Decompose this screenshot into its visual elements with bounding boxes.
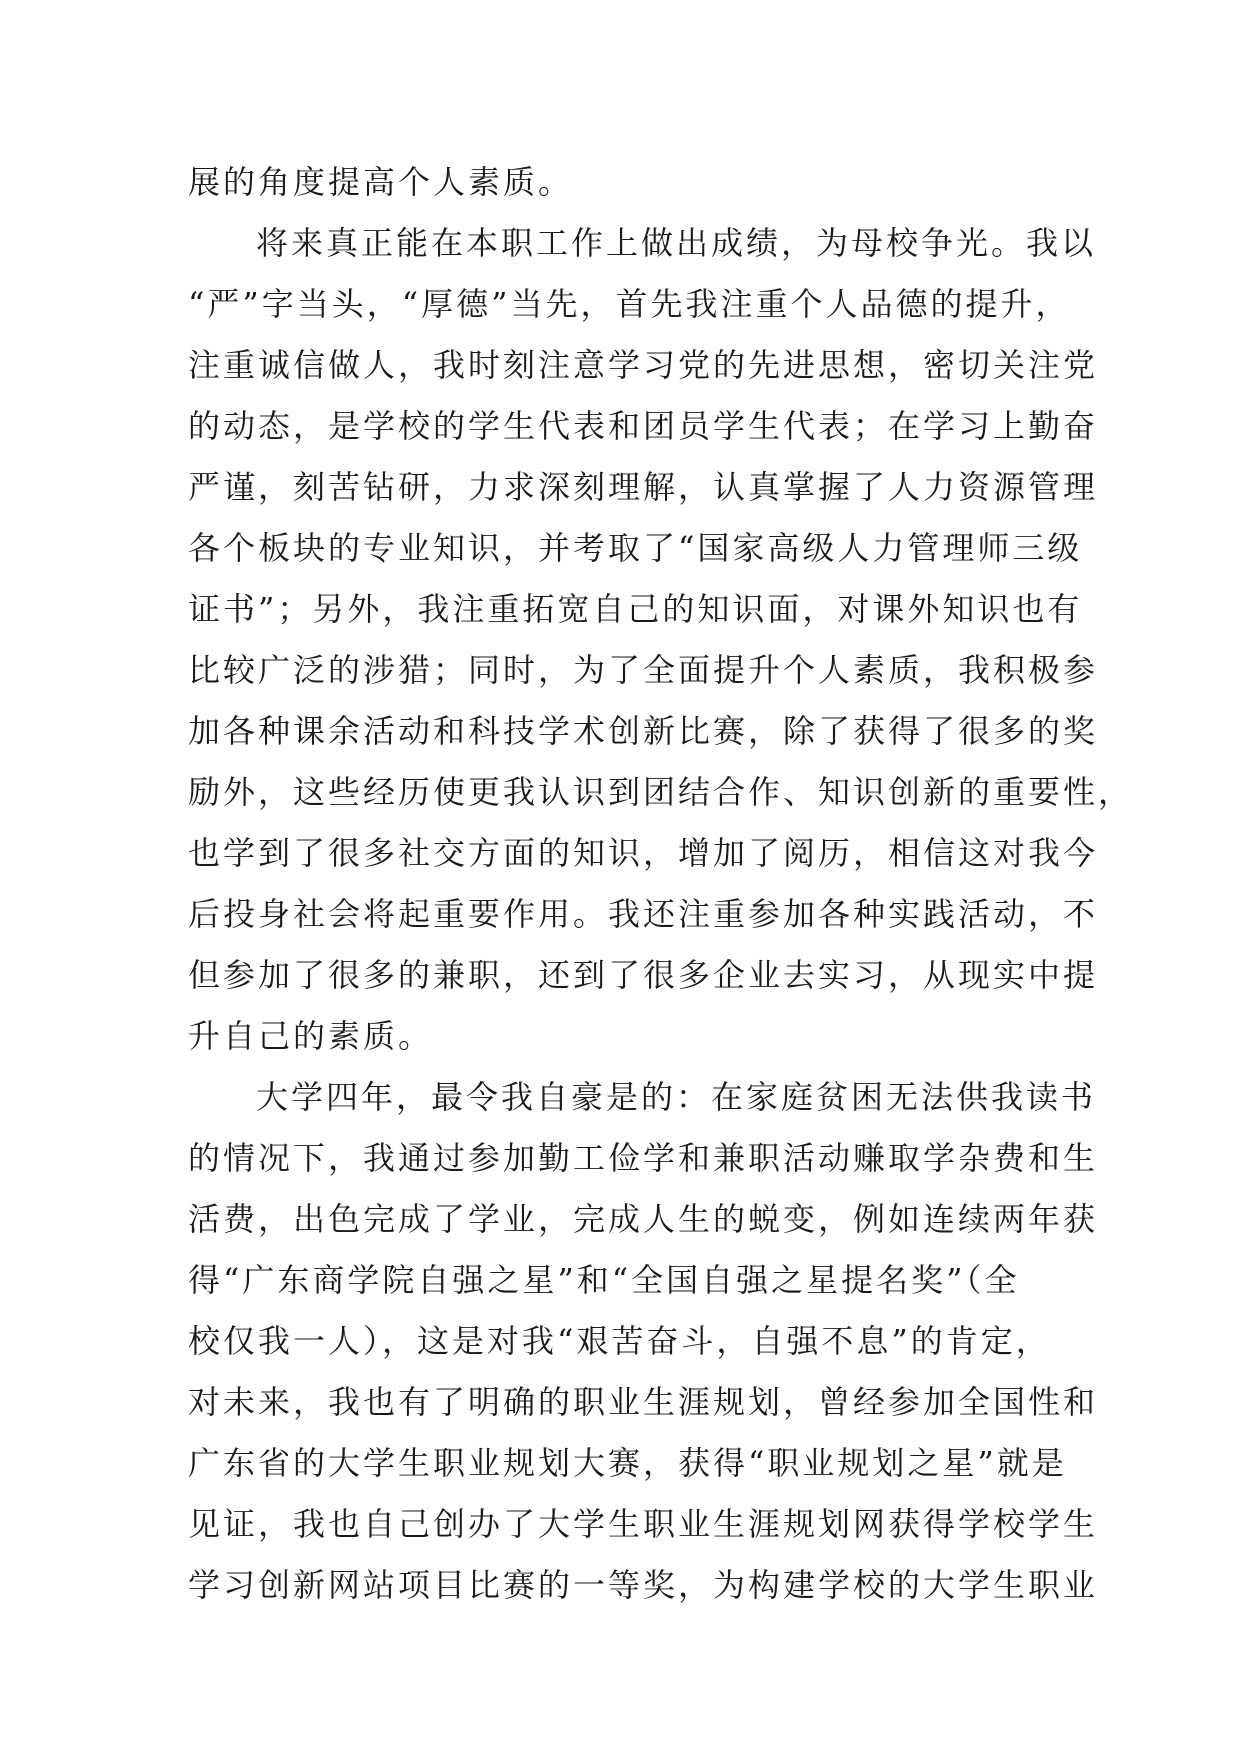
text-line: 励外，这些经历使更我认识到团结合作、知识创新的重要性， bbox=[188, 773, 1134, 811]
text-line: 活费，出色完成了学业，完成人生的蜕变，例如连续两年获 bbox=[188, 1200, 1099, 1238]
text-line: 严谨，刻苦钻研，力求深刻理解，认真掌握了人力资源管理 bbox=[188, 468, 1099, 506]
paragraph bbox=[188, 1067, 1099, 1616]
text-line: 学习创新网站项目比赛的一等奖，为构建学校的大学生职业 bbox=[188, 1566, 1099, 1604]
text-line: 也学到了很多社交方面的知识，增加了阅历，相信这对我今 bbox=[188, 834, 1099, 872]
text-line: 展的角度提高个人素质。 bbox=[188, 163, 574, 201]
text-line: 但参加了很多的兼职，还到了很多企业去实习，从现实中提 bbox=[188, 956, 1099, 994]
text-line: 比较广泛的涉猎；同时，为了全面提升个人素质，我积极参 bbox=[188, 651, 1099, 689]
text-line: 广东省的大学生职业规划大赛，获得“职业规划之星”就是 bbox=[188, 1444, 1067, 1482]
text-line: 升自己的素质。 bbox=[188, 1017, 434, 1055]
paragraph bbox=[188, 152, 1068, 213]
text-line: 的情况下，我通过参加勤工俭学和兼职活动赚取学杂费和生 bbox=[188, 1139, 1099, 1177]
text-line: 对未来，我也有了明确的职业生涯规划，曾经参加全国性和 bbox=[188, 1383, 1099, 1421]
text-line: 校仅我一人），这是对我“艰苦奋斗，自强不息”的肯定， bbox=[188, 1322, 1051, 1360]
text-line: 大学四年，最令我自豪是的：在家庭贫困无法供我读书 bbox=[256, 1078, 1097, 1116]
text-line: 得“广东商学院自强之星”和“全国自强之星提名奖”（全 bbox=[188, 1261, 1020, 1299]
text-line: 的动态，是学校的学生代表和团员学生代表；在学习上勤奋 bbox=[188, 407, 1099, 445]
text-line: 将来真正能在本职工作上做出成绩，为母校争光。我以 bbox=[256, 224, 1097, 262]
paragraph bbox=[188, 213, 1134, 1067]
body-text bbox=[188, 152, 1134, 1616]
text-line: 证书”；另外，我注重拓宽自己的知识面，对课外知识也有 bbox=[188, 590, 1083, 628]
text-line: 见证，我也自己创办了大学生职业生涯规划网获得学校学生 bbox=[188, 1505, 1099, 1543]
text-line: 加各种课余活动和科技学术创新比赛，除了获得了很多的奖 bbox=[188, 712, 1099, 750]
text-line: “严”字当头，“厚德”当先，首先我注重个人品德的提升， bbox=[188, 285, 1071, 323]
text-line: 后投身社会将起重要作用。我还注重参加各种实践活动，不 bbox=[188, 895, 1099, 933]
text-line: 注重诚信做人，我时刻注意学习党的先进思想，密切关注党 bbox=[188, 346, 1099, 384]
text-line: 各个板块的专业知识，并考取了“国家高级人力管理师三级 bbox=[188, 529, 1083, 567]
